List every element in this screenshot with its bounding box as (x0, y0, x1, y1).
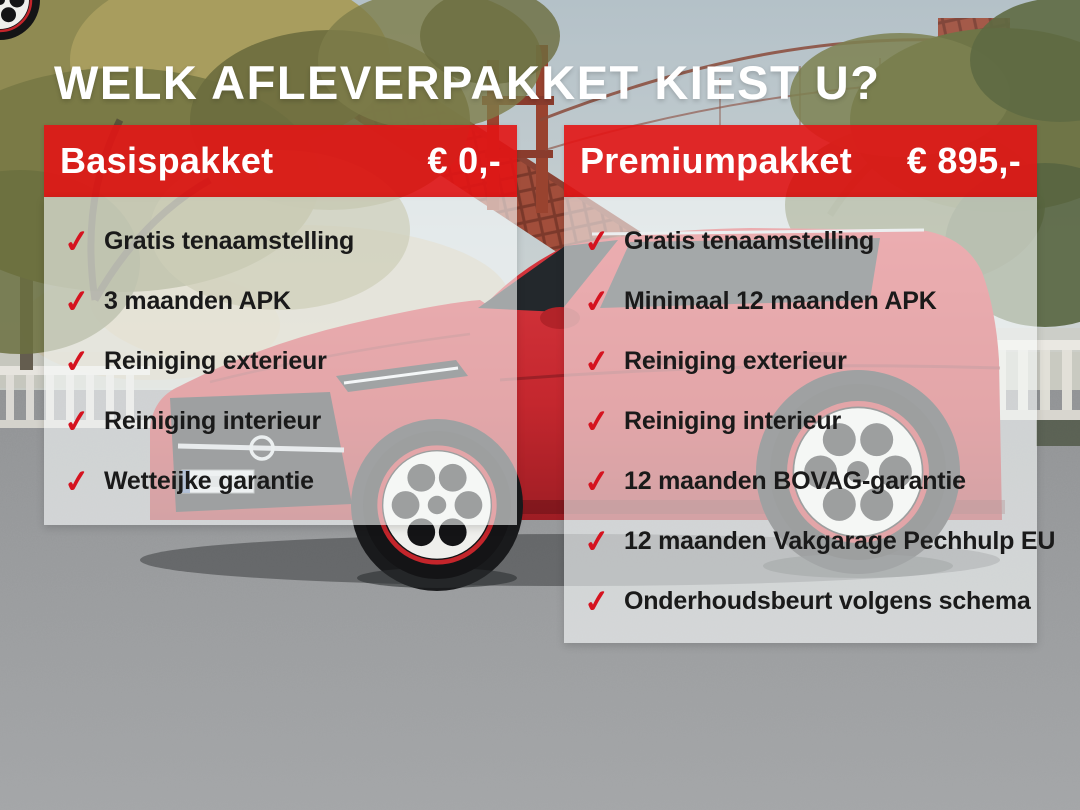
check-icon: ✓ (582, 222, 612, 260)
package-name: Basispakket (60, 140, 274, 181)
package-item (582, 511, 1056, 571)
package-item-label: 3 maanden APK (103, 286, 291, 315)
check-icon: ✓ (582, 342, 612, 380)
check-icon: ✓ (62, 282, 92, 320)
package-card-basispakket[interactable] (44, 125, 517, 525)
package-item (584, 571, 1029, 631)
package-price: € 0,- (427, 140, 501, 181)
package-item-label: Minimaal 12 maanden APK (623, 286, 937, 315)
package-item (64, 391, 509, 451)
package-item-label: Onderhoudsbeurt volgens schema (623, 586, 1031, 615)
check-icon: ✓ (582, 582, 612, 620)
check-icon: ✓ (582, 282, 612, 320)
check-icon: ✓ (582, 462, 612, 500)
package-item-label: Gratis tenaamstelling (623, 226, 875, 255)
package-item-label: Reiniging exterieur (103, 346, 327, 375)
package-item-label: 12 maanden Vakgarage Pechhulp EU (623, 526, 1056, 555)
package-body (44, 197, 517, 525)
package-item-label: Reiniging exterieur (623, 346, 847, 375)
package-item-label: Wetteijke garantie (103, 466, 314, 495)
package-item (64, 451, 509, 511)
package-item-list (64, 211, 509, 511)
package-item (584, 271, 1029, 331)
package-item-label: 12 maanden BOVAG-garantie (623, 466, 966, 495)
package-header (564, 125, 1037, 197)
package-item (584, 451, 1029, 511)
check-icon: ✓ (62, 342, 92, 380)
package-card-premiumpakket[interactable] (564, 125, 1056, 643)
package-item (64, 211, 509, 271)
check-icon: ✓ (62, 402, 92, 440)
package-item (584, 331, 1029, 391)
package-item-label: Gratis tenaamstelling (103, 226, 355, 255)
check-icon: ✓ (62, 222, 92, 260)
package-item-list (582, 211, 1056, 631)
package-body (564, 197, 1056, 643)
package-header (44, 125, 517, 197)
check-icon: ✓ (62, 462, 92, 500)
check-icon: ✓ (582, 522, 612, 560)
package-item (584, 391, 1029, 451)
check-icon: ✓ (582, 402, 612, 440)
page-title: WELK AFLEVERPAKKET KIEST U? (54, 56, 881, 110)
package-name: Premiumpakket (580, 140, 853, 181)
package-price: € 895,- (906, 140, 1021, 181)
package-item-label: Reiniging interieur (623, 406, 842, 435)
package-item (584, 211, 1029, 271)
package-item-label: Reiniging interieur (103, 406, 322, 435)
package-item (64, 331, 509, 391)
package-item (64, 271, 509, 331)
